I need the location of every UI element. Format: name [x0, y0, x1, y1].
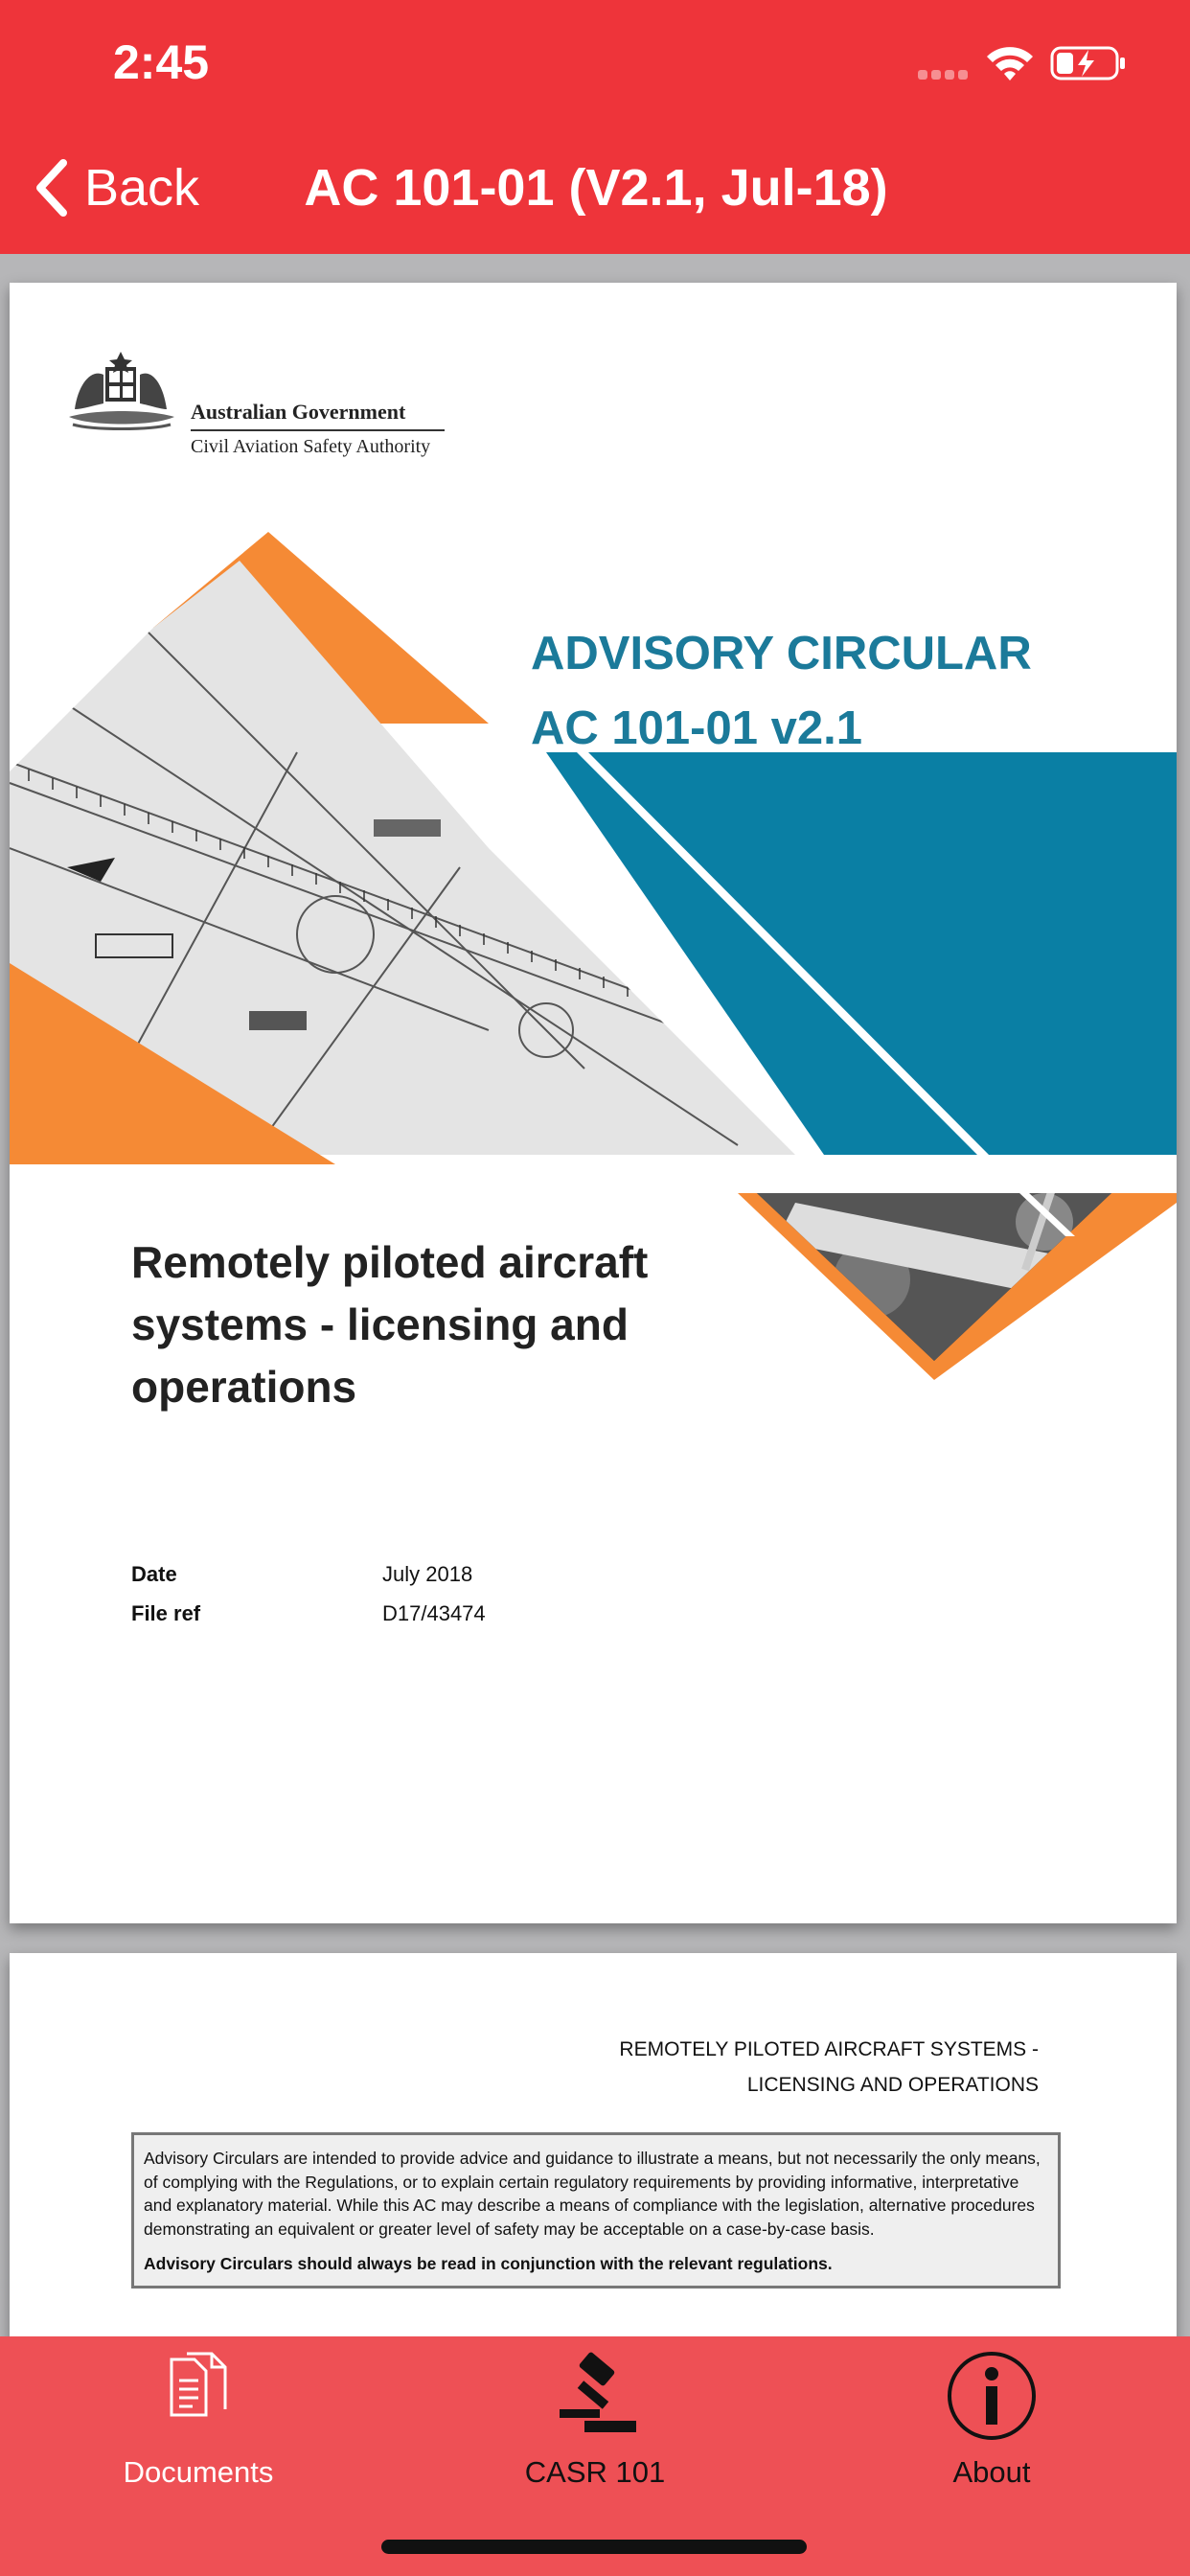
meta-label: File ref — [131, 1601, 201, 1625]
status-time: 2:45 — [113, 35, 210, 89]
document-viewer[interactable] — [0, 254, 1190, 2336]
tab-documents-label: Documents — [123, 2455, 274, 2489]
meta-row-file-ref — [131, 1601, 486, 1626]
disclaimer-box — [131, 2132, 1061, 2288]
cellular-signal-icon — [918, 69, 972, 80]
document-page-2 — [10, 1953, 1177, 2336]
tab-documents[interactable] — [0, 2336, 397, 2509]
header-line-2: LICENSING AND OPERATIONS — [746, 2074, 1039, 2096]
logo-divider — [191, 429, 445, 431]
tab-about[interactable] — [793, 2336, 1190, 2509]
page-title — [0, 153, 1190, 222]
disclaimer-bold-text: Advisory Circulars should always be read in conjunction with the relevant regulations. — [144, 2254, 833, 2273]
coat-of-arms-logo — [65, 350, 178, 432]
government-name: Australian Government — [191, 400, 406, 424]
tab-about-label: About — [952, 2455, 1031, 2489]
advisory-circular-heading — [531, 616, 1032, 766]
battery-charging-icon — [1050, 44, 1129, 82]
tab-casr-label: CASR 101 — [524, 2455, 666, 2489]
page-title-text: AC 101-01 (V2.1, Jul-18) — [304, 159, 888, 217]
heading-line-2: AC 101-01 v2.1 — [531, 702, 862, 754]
home-indicator[interactable] — [381, 2540, 807, 2554]
header-line-1: REMOTELY PILOTED AIRCRAFT SYSTEMS - — [619, 2038, 1039, 2060]
document-page-cover — [10, 283, 1177, 1923]
back-label: Back — [84, 159, 200, 217]
running-header — [368, 2032, 1039, 2103]
documents-icon — [164, 2350, 233, 2425]
meta-row-date — [131, 1562, 472, 1587]
meta-value: July 2018 — [382, 1562, 473, 1586]
wifi-icon — [985, 44, 1035, 82]
document-title: Remotely piloted aircraft systems - licensing and operations — [131, 1237, 649, 1412]
tab-casr-101[interactable] — [397, 2336, 793, 2509]
heading-line-1: ADVISORY CIRCULAR — [531, 628, 1032, 679]
disclaimer-text: Advisory Circulars are intended to provide advice and guidance to illustrate a means, but not necessarily the only means, of complying with the Regulations, or to explain certain regulatory requirements by providing informative, interpretative and explanatory material. While this AC may describe a means of compliance with the legislation, alternative procedures demonstrating an equivalent or greater level of safety may be acceptable on a case-by-case basis. — [144, 2149, 1041, 2239]
gavel-icon — [552, 2350, 638, 2436]
meta-label: Date — [131, 1562, 177, 1586]
info-icon — [946, 2350, 1038, 2442]
meta-value: D17/43474 — [382, 1601, 486, 1625]
navigation-bar — [0, 0, 1190, 254]
tab-bar — [0, 2336, 1190, 2576]
authority-name: Civil Aviation Safety Authority — [191, 436, 431, 457]
